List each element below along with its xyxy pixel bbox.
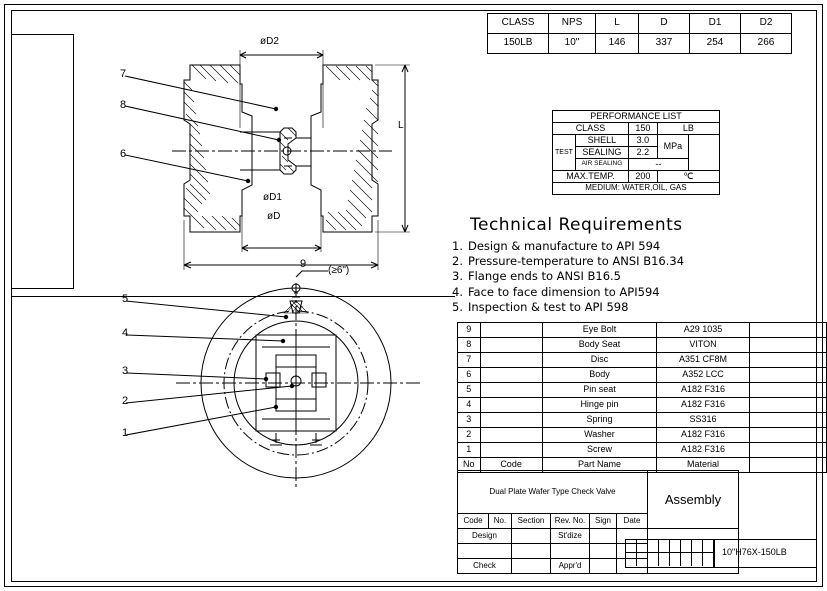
- bom-header-material: Material: [657, 458, 750, 473]
- perf-row-name: SHELL: [575, 135, 628, 147]
- tb-sign-label: Sign: [590, 514, 617, 529]
- tb-section-label: Section: [512, 514, 551, 529]
- bom-part: Disc: [542, 353, 657, 368]
- perf-row-value: 2.2: [628, 147, 657, 159]
- bom-code: [480, 338, 542, 353]
- perf-row-value: --: [628, 159, 688, 171]
- spec-value-d1: 254: [690, 34, 741, 54]
- bom-material: A29 1035: [657, 323, 750, 338]
- bom-extra: [749, 443, 826, 458]
- callout-2: 2: [122, 395, 129, 407]
- perf-row-name: SEALING: [575, 147, 628, 159]
- table-row: [553, 171, 720, 183]
- bom-header-extra: [749, 458, 826, 473]
- spec-table: [487, 13, 792, 54]
- bom-part: Hinge pin: [542, 398, 657, 413]
- bom-no: 3: [458, 413, 481, 428]
- table-row: [553, 135, 720, 147]
- bom-extra: [749, 353, 826, 368]
- perf-title: PERFORMANCE LIST: [553, 111, 720, 123]
- bom-header-no: No: [458, 458, 481, 473]
- perf-row-name: AIR SEALING: [575, 159, 628, 171]
- assembly-label: Assembly: [648, 471, 739, 529]
- requirement-text: Inspection & test to API 598: [468, 299, 629, 314]
- dim-label-d: øD: [267, 211, 281, 222]
- perf-maxtemp-unit: ℃: [657, 171, 719, 183]
- spec-header-nps: NPS: [549, 14, 596, 34]
- spec-value-d: 337: [639, 34, 690, 54]
- requirement-text: Flange ends to ANSI B16.5: [468, 269, 621, 284]
- callout-8: 8: [120, 99, 127, 111]
- bom-material: A182 F316: [657, 398, 750, 413]
- bom-material: A352 LCC: [657, 368, 750, 383]
- bom-code: [480, 428, 542, 443]
- bom-material: A182 F316: [657, 443, 750, 458]
- spec-value-nps: 10": [549, 34, 596, 54]
- tb-check-label: Check: [458, 559, 512, 574]
- bom-material: VITON: [657, 338, 750, 353]
- bom-part: Spring: [542, 413, 657, 428]
- requirement-text: Pressure-temperature to ANSI B16.34: [468, 254, 685, 269]
- bom-part: Eye Bolt: [542, 323, 657, 338]
- perf-medium: MEDIUM: WATER,OIL, GAS: [553, 183, 720, 195]
- bom-no: 8: [458, 338, 481, 353]
- tb-revno-label: Rev. No.: [551, 514, 590, 529]
- requirement-item: 5. Inspection & test to API 598: [452, 299, 629, 314]
- table-row: [553, 123, 720, 135]
- tb-code-label: Code: [458, 514, 489, 529]
- bom-part: Washer: [542, 428, 657, 443]
- perf-row-unit: MPa: [657, 135, 688, 159]
- dim-label-d1: øD1: [263, 192, 282, 203]
- bom-material: SS316: [657, 413, 750, 428]
- bom-no: 9: [458, 323, 481, 338]
- bom-extra: [749, 368, 826, 383]
- table-row: [458, 413, 827, 428]
- bom-extra: [749, 323, 826, 338]
- perf-class-value: 150: [628, 123, 657, 135]
- spec-value-l: 146: [596, 34, 639, 54]
- zone-tick-top: [11, 34, 73, 35]
- requirement-item: 2. Pressure-temperature to ANSI B16.34: [452, 254, 685, 269]
- eye-bolt-note: (≥6"): [328, 265, 350, 276]
- perf-maxtemp-label: MAX.TEMP.: [553, 171, 629, 183]
- bom-no: 4: [458, 398, 481, 413]
- bom-no: 5: [458, 383, 481, 398]
- tb-blank: [590, 529, 617, 544]
- valve-title: Dual Plate Wafer Type Check Valve: [458, 471, 648, 514]
- bom-code: [480, 383, 542, 398]
- bom-no: 7: [458, 353, 481, 368]
- spec-header-class: CLASS: [488, 14, 549, 34]
- bom-part: Screw: [542, 443, 657, 458]
- bom-code: [480, 398, 542, 413]
- bom-material: A182 F316: [657, 428, 750, 443]
- table-row: [458, 428, 827, 443]
- perf-class-unit: LB: [657, 123, 719, 135]
- revision-grid-line-h: [625, 552, 713, 553]
- bom-extra: [749, 398, 826, 413]
- bom-no: 1: [458, 443, 481, 458]
- table-row: [553, 183, 720, 195]
- perf-class-label: CLASS: [553, 123, 629, 135]
- bom-extra: [749, 383, 826, 398]
- table-row: [553, 111, 720, 123]
- table-row: [488, 14, 792, 34]
- perf-test-label: TEST: [553, 135, 576, 171]
- bom-code: [480, 353, 542, 368]
- bom-part: Body: [542, 368, 657, 383]
- bill-of-materials-table: [457, 322, 827, 473]
- performance-list-table: [552, 110, 720, 195]
- technical-requirements: [452, 215, 812, 315]
- bom-material: A182 F316: [657, 383, 750, 398]
- callout-5: 5: [122, 293, 129, 305]
- requirement-item: 1. Design & manufacture to API 594: [452, 239, 661, 253]
- table-row: [458, 353, 827, 368]
- callout-7: 7: [120, 68, 127, 80]
- tb-blank: [590, 559, 617, 574]
- table-row: [458, 471, 739, 514]
- tb-blank: [512, 544, 551, 559]
- tb-blank: [590, 544, 617, 559]
- requirement-item: 3. Flange ends to ANSI B16.5: [452, 269, 621, 284]
- tb-blank: [512, 559, 551, 574]
- table-row: [488, 34, 792, 54]
- table-row: [458, 383, 827, 398]
- tb-apprd-label: Appr'd: [551, 559, 590, 574]
- tb-blank: [512, 529, 551, 544]
- table-row: [458, 443, 827, 458]
- bom-material: A351 CF8M: [657, 353, 750, 368]
- tb-blank: [458, 544, 512, 559]
- bom-code: [480, 413, 542, 428]
- spec-value-d2: 266: [741, 34, 792, 54]
- callout-6: 6: [120, 148, 127, 160]
- tb-no-label: No.: [489, 514, 512, 529]
- callout-1: 1: [122, 427, 129, 439]
- spec-value-class: 150LB: [488, 34, 549, 54]
- technical-requirements-heading: Technical Requirements: [470, 215, 683, 235]
- tb-blank: [551, 544, 590, 559]
- table-row: [458, 398, 827, 413]
- zone-tick-vertical: [73, 34, 74, 289]
- bom-code: [480, 323, 542, 338]
- dim-label-l: L: [398, 120, 404, 131]
- zone-tick-mid: [11, 288, 73, 289]
- bom-no: 2: [458, 428, 481, 443]
- table-row: [458, 368, 827, 383]
- bom-extra: [749, 413, 826, 428]
- bom-part: Body Seat: [542, 338, 657, 353]
- bom-no: 6: [458, 368, 481, 383]
- callout-4: 4: [122, 327, 129, 339]
- requirement-item: 4. Face to face dimension to API594: [452, 284, 660, 299]
- spec-header-d: D: [639, 14, 690, 34]
- bom-extra: [749, 428, 826, 443]
- requirement-text: Design & manufacture to API 594: [468, 239, 661, 253]
- drawing-no: 10"H76X-150LB: [722, 547, 787, 557]
- perf-row-value: 3.0: [628, 135, 657, 147]
- bom-code: [480, 443, 542, 458]
- callout-3: 3: [122, 365, 129, 377]
- table-row: [458, 323, 827, 338]
- bom-part: Pin seat: [542, 383, 657, 398]
- dim-label-d2: øD2: [260, 36, 279, 47]
- perf-blank-cell: [688, 135, 719, 171]
- table-row: [458, 338, 827, 353]
- perf-maxtemp-value: 200: [628, 171, 657, 183]
- callout-9: 9: [300, 258, 307, 270]
- spec-header-l: L: [596, 14, 639, 34]
- bom-code: [480, 368, 542, 383]
- spec-header-d2: D2: [741, 14, 792, 34]
- tb-stdize-label: St'dize: [551, 529, 590, 544]
- tb-design-label: Design: [458, 529, 512, 544]
- tb-date-label: Date: [617, 514, 648, 529]
- requirement-text: Face to face dimension to API594: [468, 284, 660, 299]
- bom-header-code: Code: [480, 458, 542, 473]
- bom-header-part: Part Name: [542, 458, 657, 473]
- spec-header-d1: D1: [690, 14, 741, 34]
- bom-extra: [749, 338, 826, 353]
